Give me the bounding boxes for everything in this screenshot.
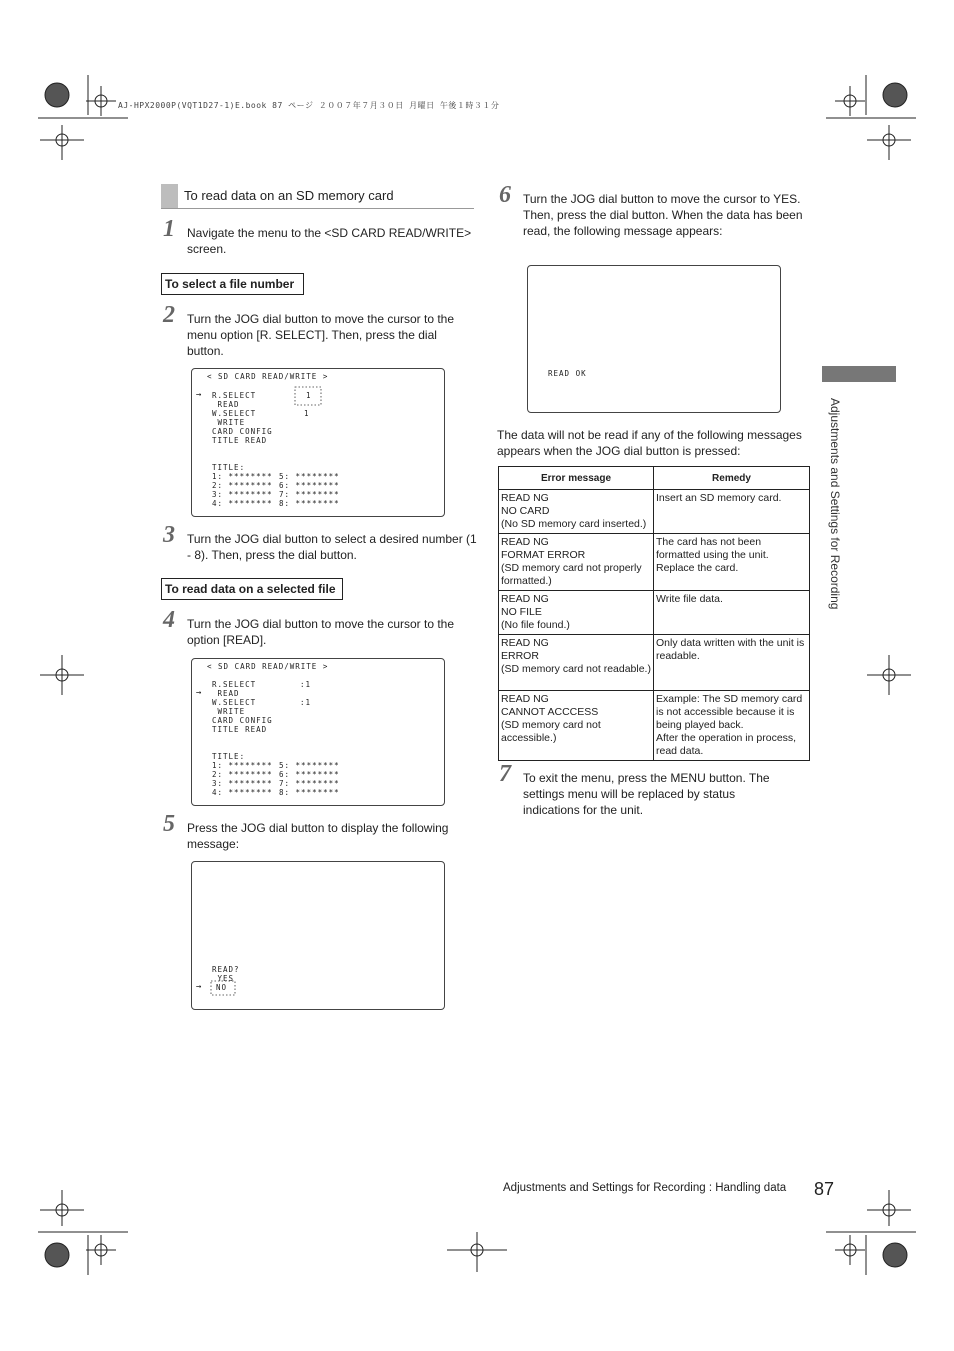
subheading-select-file: To select a file number — [161, 273, 304, 295]
step-number: 1 — [163, 216, 175, 242]
column-header: Error message — [499, 467, 654, 490]
footer-text: Adjustments and Settings for Recording : Handling data — [503, 1182, 787, 1194]
step-text: Turn the JOG dial button to move the cursor to YES. Then, press the dial button. When the data has been read, the following message appears: — [523, 192, 803, 238]
step-number: 7 — [499, 761, 511, 787]
step-text: Turn the JOG dial button to move the cursor to the menu option [R. SELECT]. Then, press the dial button. — [187, 312, 455, 358]
read-confirm-screen: READ? YES → NO — [191, 861, 445, 1010]
chapter-title: Adjustments and Settings for Recording — [828, 398, 842, 610]
reg-target-icon — [45, 83, 69, 107]
subheading-read-selected: To read data on a selected file — [161, 578, 343, 600]
menu-screen-read: < SD CARD READ/WRITE > R.SELECT → READ W.SELECT WRITE CARD CONFIG TITLE READ :1 :1 TITLE: 1: ******** 2: ******** 3: ******** 4: ******** 5: ******** 6: ******** 7: ******** 8: ******** — [191, 658, 445, 806]
step-number: 2 — [163, 302, 175, 328]
step-number: 3 — [163, 522, 175, 548]
table-row: READ NG ERROR (SD memory card not readable.) Only data written with the unit is readable. — [499, 635, 810, 691]
table-row: READ NG NO CARD (No SD memory card inserted.) Insert an SD memory card. — [499, 490, 810, 534]
step-text: Navigate the menu to the <SD CARD READ/WRITE> screen. — [187, 226, 472, 256]
cursor-arrow-icon: → — [196, 688, 203, 698]
reg-target-icon — [883, 1243, 907, 1267]
section-title: To read data on an SD memory card — [184, 188, 394, 203]
step-number: 5 — [163, 811, 175, 837]
table-row: READ NG CANNOT ACCCESS (SD memory card not accessible.) Example: The SD memory card is not accessible because it is being played back. After the operation in process, read data. — [499, 691, 810, 761]
table-row: READ NG NO FILE (No file found.) Write file data. — [499, 591, 810, 635]
step-text: Turn the JOG dial button to move the cursor to the option [READ]. — [187, 617, 455, 647]
reg-target-icon — [45, 1243, 69, 1267]
step-text: Press the JOG dial button to display the following message: — [187, 821, 449, 851]
chapter-tab — [822, 366, 896, 382]
read-ok-screen: READ OK — [527, 265, 781, 413]
cursor-arrow-icon: → — [196, 982, 203, 992]
error-note: The data will not be read if any of the following messages appears when the JOG dial button is pressed: — [497, 428, 802, 458]
step-text: To exit the menu, press the MENU button. The settings menu will be replaced by status indications for the unit. — [523, 771, 770, 817]
column-header: Remedy — [654, 467, 810, 490]
step-number: 4 — [163, 607, 175, 633]
error-table — [498, 466, 810, 761]
step-text: Turn the JOG dial button to select a desired number (1 - 8). Then, press the dial button. — [187, 532, 477, 562]
cursor-arrow-icon: → — [196, 390, 203, 400]
section-heading — [161, 184, 474, 209]
page-number: 87 — [814, 1179, 835, 1199]
table-header-row — [499, 467, 810, 490]
step-number: 6 — [499, 182, 511, 208]
reg-target-icon — [883, 83, 907, 107]
menu-screen-rselect: < SD CARD READ/WRITE > → R.SELECT READ W.SELECT WRITE CARD CONFIG TITLE READ 1 1 TITLE: 1: ******** 2: ******** 3: ******** 4: ******** 5: ******** 6: ******** 7: ******** 8: ******** — [191, 368, 445, 517]
print-header: AJ-HPX2000P(VQT1D27-1)E.book 87 ページ ２００７年７月３０日 月曜日 午後１時３１分 — [118, 101, 500, 110]
table-row: READ NG FORMAT ERROR (SD memory card not properly formatted.) The card has not been formatted using the unit. Replace the card. — [499, 534, 810, 591]
